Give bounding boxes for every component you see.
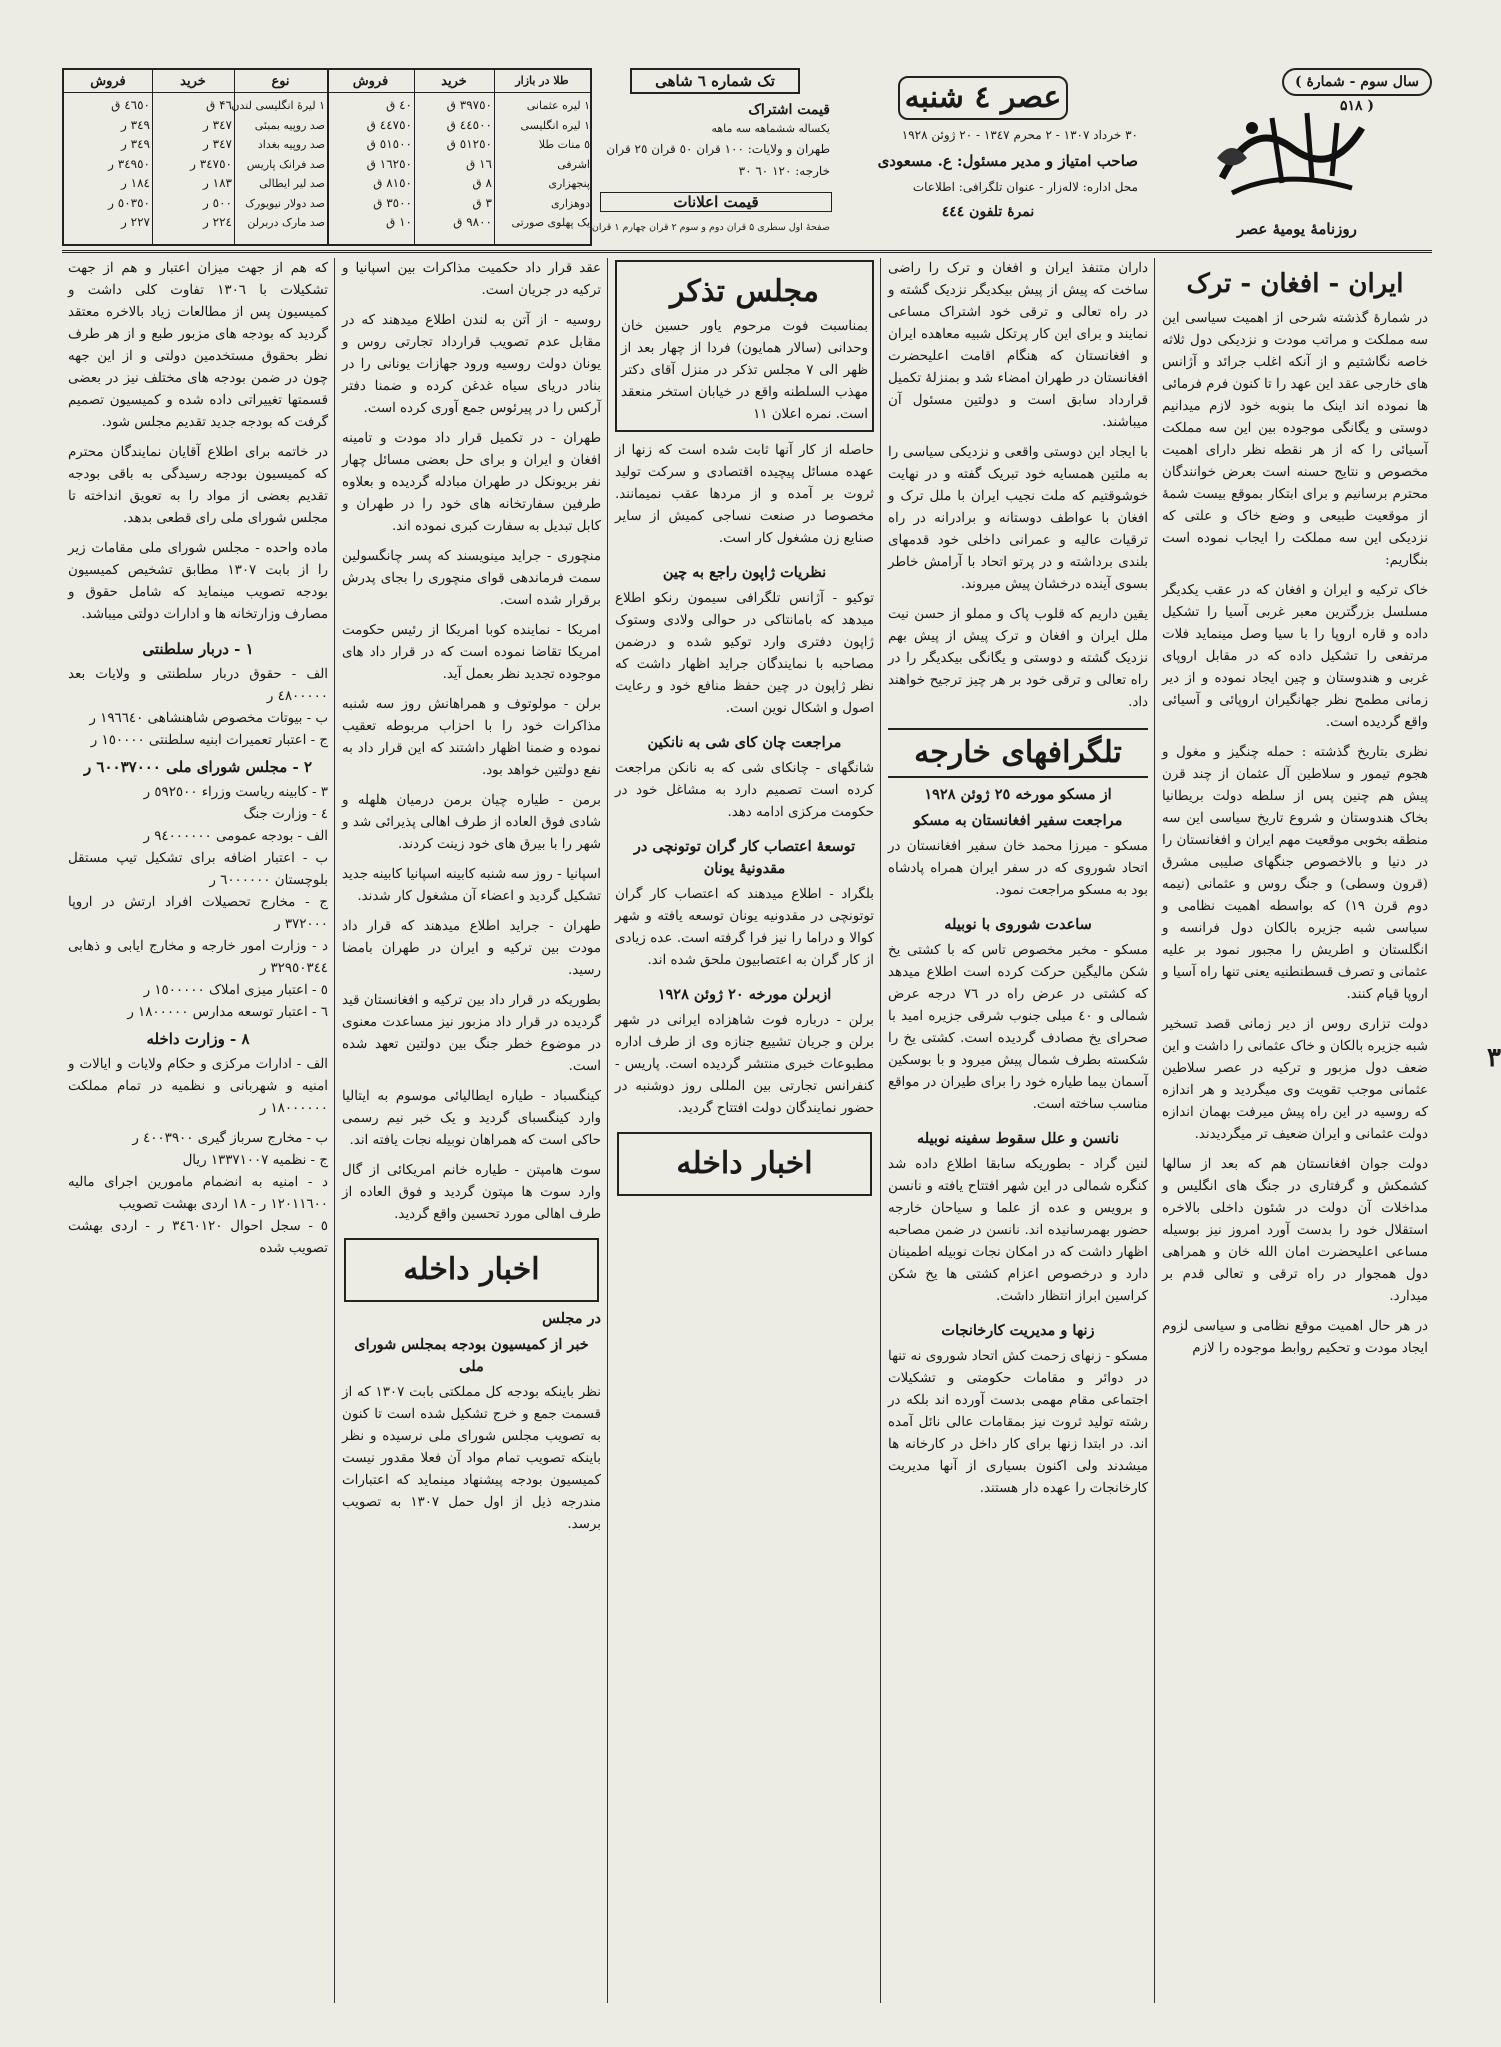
paragraph: در هر حال اهمیت موقع نظامی و سیاسی لزوم ایجاد مودت و تحکیم روابط موجوده را لازم (1162, 1319, 1428, 1356)
budget-item: د - امنیه به انضمام مامورین اجرای مالیه ۱۲٠۱۱٦٠٠ ر - ۱۸ اردی بهشت تصویب (68, 1175, 328, 1212)
telegram-heading: نانسن و علل سقوط سفینه نوبیله (916, 1130, 1120, 1147)
paragraph-gap (342, 420, 601, 428)
paragraph: روسیه - از آتن به لندن اطلاع میدهند که در مقابل عدم تصویب قرارداد تجارتی روس و یونان دولت روسیه ورود جهازات یونانی را در بنادر دریای سیاه غدغن کرده و ضمنا دفتر آرکس را در پیرئوس جمع آوری کرده است. (342, 313, 601, 416)
type-header: نوع (271, 74, 290, 89)
in-majlis-label: در مجلس (542, 1310, 601, 1327)
price-cell: ٥۱٥٠٠ ق (366, 137, 412, 151)
memorial-text: بمناسبت فوت مرحوم یاور حسین خان وحدانی (سالار همایون) فردا از چهار بعد از ظهر الی ۷ مجلس تذکر در منزل آقای دکتر مهذب السلطنه واقع در خیابان استخر منعقد است. نمره اعلان ۱۱ (621, 319, 868, 422)
subscription-tehran: طهران و ولایات: ۱۰۰ قران ٥٠ قران ۲٥ قران (606, 142, 830, 156)
paragraph-gap (68, 434, 328, 442)
paragraph-gap (615, 1120, 874, 1128)
paragraph-gap (68, 626, 328, 634)
price-cell: ۱ لیرهٔ انگلیسی لندن (231, 99, 325, 112)
office-line: محل اداره: لاله‌زار - عنوان تلگرافی: اطلاعات (912, 180, 1138, 194)
news-text: بلگراد - اطلاع میدهند که اعتصاب کار گران توتونچی در مقدونیه یونان توسعه یافته و شهر کوالا و دراما را نیز فرا گرفته است. عده زیادی از کار گران به اعتصابیون ملحق شده اند. (615, 887, 874, 968)
paragraph-gap (1162, 1360, 1428, 1368)
paragraph-gap (342, 538, 601, 546)
gold-type-header: طلا در بازار (515, 74, 569, 87)
column-4 (342, 258, 601, 2003)
paragraph: حاصله از کار آنها ثابت شده است که زنها از عهده مسائل پیچیده اقتصادی و سرکت تولید ثروت بر آمده و از مردها عقب نمیمانند. مخصوصا در صنعت نساجی کمیش از سایر صنایع زن مشغول کار است. (615, 443, 874, 546)
news-body (342, 258, 601, 1234)
price-cell: ۲۲٧ ر (121, 215, 150, 229)
price-cell: ۳٤٩ ر (121, 137, 150, 151)
gold-sell-column (330, 96, 412, 233)
paragraph: بطوریکه در قرار داد بین ترکیه و افغانستان قید گردیده در قرار داد مزبور نیز مساعدت معنوی در موضوع خطر جنگ بین دولتین تعهد شده است. (342, 993, 601, 1074)
budget-item: ۱ - دربار سلطنتی (142, 640, 254, 658)
budget-item: ج - مخارج تحصیلات افراد ارتش در اروپا ۳٧۲٠٠٠ ر (68, 895, 328, 932)
budget-item: ب - مخارج سرباز گیری ٤٠٠۳٩٠٠ ر (132, 1131, 328, 1146)
price-cell: ۳ ق (472, 195, 492, 210)
paragraph: عقد قرار داد حکمیت مذاکرات بین اسپانیا و ترکیه در جریان است. (342, 261, 601, 298)
paragraph: طهران - جراید اطلاع میدهند که قرار داد مودت بین ترکیه و ایران در طهران بامضا رسید. (342, 919, 601, 978)
price-cell: ۱٦۲٥٠ ق (366, 156, 412, 171)
title-box (838, 68, 1140, 246)
budget-list (68, 258, 328, 1260)
telegrams-list (888, 784, 1148, 1508)
paragraph-gap (342, 856, 601, 864)
paragraph: نظری بتاریخ گذشته : حمله چنگیز و مغول و هجوم تیمور و سلاطین آل عثمان از چند قرن پیش هم چنین پس از سلطه دولت بریطانیا بخاک هندوستان و شروع تاریخ سیاسی این سه منطقه بخوبی موقعیت مهم ایران و افغانستان را در دنیا و بالاخصوص جنگهای صلیبی مشرق (قرون وسطی) و جنگ روس و عثمانی (نیمه دوم قرن ۱۹) که بواسطه اهمیت نظامی و سیاسی شبه جزیره بالکان دول فرانسه و انگلستان و اطریش را مجبور نمود بر علیه عثمانی و تصرف قسطنطنیه یعنی تنها راه آسیا و اروپا قیام کنند. (1162, 745, 1428, 1002)
buy-header: خرید (180, 74, 206, 89)
price-cell: ۳٤٧ ر (203, 117, 232, 132)
article-continuation (888, 258, 1148, 722)
masthead (62, 58, 1432, 253)
price-cell: ۲۲٤ ر (203, 215, 232, 229)
paragraph-gap (342, 1152, 601, 1160)
ads-rates: صفحهٔ اول سطری ۵ قران دوم و سوم ۲ قران چهارم ۱ قران (591, 222, 830, 233)
price-cell: ۸۱٥٠ ق (373, 176, 412, 190)
paragraph: طهران - در تکمیل قرار داد مودت و تامینه افغان و ایران و برای حل بعضی مسائل چهار نفر بریونکل در طهران مبادله گردیده و بعلاوه طرفین سفارتخانه های خود را در طهران و کابل تبدیل به سفارت کبری نموده اند. (342, 431, 601, 534)
margin-mark: ۳ (1487, 1043, 1501, 1073)
price-cell: یک پهلوی صورتی (511, 216, 590, 229)
price-cell: ۸ ق (472, 176, 492, 190)
price-cell: ۳۹٧٥٠ ق (446, 98, 492, 112)
price-cell: ۱ لیره انگلیسی (520, 118, 590, 132)
price-cell: ۴٦ ق (205, 98, 232, 112)
paragraph-gap (615, 824, 874, 832)
currency-buy-column (154, 96, 232, 233)
budget-item: ۲ - مجلس شورای ملی ٦٠٠۳۷٠٠٠ ر (83, 758, 313, 776)
telegram-subheading: مراجعت سفیر افغانستان به مسکو (913, 812, 1123, 829)
paragraph-gap (615, 720, 874, 728)
paragraph-gap (888, 1500, 1148, 1508)
paragraph-gap (615, 550, 874, 558)
subscription-box (591, 68, 830, 246)
budget-item: الف - ادارات مرکزی و حکام ولایات و ایالات و امنیه و شهربانی و نظمیه در تمام مملکت ۱٨٠٠٠٠٠٠ ر (68, 1057, 328, 1116)
budget-item: ۳ - کابینه ریاست وزراء ٥۹۲٥٠٠ ر (143, 785, 328, 800)
newspaper-page (62, 58, 1501, 2008)
telegram-text: مسکو - میرزا محمد خان سفیر افغانستان در اتحاد شوروی که در سفر ایران همراه پادشاه بود به مسکو مراجعت نمود. (888, 839, 1148, 898)
price-cell: ۱٦ ق (465, 156, 492, 171)
budget-item: که هم از جهت میزان اعتبار و هم از جهت تشکیلات با ۱۳۰٦ تفاوت کلی داشت و کمیسیون پس از مطالعات زیاد بالاخره معتقد گردید که بودجه های مزبور طبع و از هر طرف نظر بحقوق مستخدمین دولتی و از این جهه چون در ضمن بودجه های مختلف نیز در بعضی قسمتها تغییراتی داده شده و کمیسیون تصمیم گرفت که بودجه جدید تقدیم مجلس شود. (68, 261, 328, 430)
paragraph: سوت هامپتن - طیاره خانم امریکائی از گال وارد سوت ها مپتون گردید و فوق العاده از طرف اهالی مورد تحسین واقع گردید. (342, 1163, 601, 1222)
brand-block (1152, 68, 1432, 246)
budget-item: د - وزارت امور خارجه و مخارج ایابی و ذهابی ۳۲٩٥٠۳٤٤ ر (68, 939, 328, 976)
paragraph-gap (342, 302, 601, 310)
memorial-heading: مجلس تذکر (670, 274, 819, 309)
price-cell: ٤٦٥٠ ق (111, 98, 150, 112)
paragraph-gap (342, 686, 601, 694)
paragraph: برلن - مولوتوف و همراهانش روز سه شنبه مذاکرات خود را با احزاب مربوطه تعقیب نموده و ضمنا اظهار داشتند که این قرار داد به نفع دولتین خواهد بود. (342, 697, 601, 778)
column-3 (615, 258, 874, 2003)
price-cell: ٤٤٥٠٠ ق (446, 117, 492, 132)
memorial-notice (615, 260, 874, 432)
paragraph: اسپانیا - روز سه شنبه کابینه اسپانیا کابینه جدید تشکیل گردید و اعضاء آن مشغول کار شدند. (342, 867, 601, 904)
budget-item: ماده واحده - مجلس شورای ملی مقامات زیر را از بابت ۱۳۰۷ مطابق تشخیص کمیسیون بودجه تصویب مینماید که شامل حقوق و مصارف وزارتخانه ها و ادارات دولتی میباشد. (68, 541, 329, 622)
price-cell: ۳٤٧٥٠ ر (190, 156, 232, 171)
budget-item: ج - نظمیه ۱۳۳٧۱٠٠٧ ریال (182, 1153, 328, 1168)
single-copy-price: تک شماره ٦ شاهی (630, 68, 800, 94)
price-cell: دوهزاری (550, 196, 590, 210)
budget-item: ٥ - اعتبار میزی املاک ۱٥٠٠٠٠٠ ر (143, 983, 328, 998)
subscription-title: قیمت اشتراک (748, 102, 830, 118)
paragraph-gap (888, 1308, 1148, 1316)
domestic-news-heading: اخبار داخله (617, 1132, 872, 1196)
news-heading: مراجعت چان کای شی به نانکین (647, 734, 842, 751)
paragraph-gap (1162, 1308, 1428, 1316)
gold-buy-header: خرید (441, 74, 467, 89)
price-cell: ۳٥٠٠ ق (373, 195, 412, 210)
price-cell: ۱۸۳ ر (203, 176, 232, 190)
price-cell: پنجهزاری (548, 177, 590, 190)
date-line: ۳۰ خرداد ۱۳۰۷ - ۲ محرم ۱۳٤۷ - ۲۰ ژوئن ۱۹۲۸ (901, 128, 1138, 142)
paragraph: یقین داریم که قلوب پاک و مملو از حسن نیت ملل ایران و افغان و ترک پیش از پیش بهم نزدیک گشته و دوستی و یگانگی بیکدیگر را در راه تعالی و ترقی خود بر هر چیز ترجیح خواهند داد. (888, 607, 1148, 710)
gold-name-column (496, 96, 590, 233)
budget-item: ب - اعتبار اضافه برای تشکیل تیپ مستقل بلوچستان ٦٠٠٠٠٠٠ ر (68, 851, 328, 888)
price-cell: صد روپیه بغداد (257, 138, 325, 151)
telegram-text: مسکو - زنهای زحمت کش اتحاد شوروی نه تنها در دوائر و مقامات حکومتی و تشکیلات اجتماعی مقام مهمی بدست آورده اند بلکه در رشته تولید ثروت نیز بمقامات عالی نائل آمده اند. در ابتدا زنها برای کار داخل در کارخانه ها میشدند ولی اکنون بسیاری از آنها مدیریت کارخانجات را عهده دار هستند. (888, 1349, 1148, 1496)
news-heading: نظریات ژاپون راجع به چین (662, 564, 827, 581)
budget-item: در خاتمه برای اطلاع آقایان نمایندگان محترم که کمیسیون بودجه رسیدگی به باقی بودجه تقدیم بعضی از مواد را به تعویق انداخته تا مجلس شورای ملی رای قطعی بدهد. (68, 445, 328, 526)
paragraph-gap (68, 530, 328, 538)
domestic-news-heading: اخبار داخله (344, 1238, 599, 1302)
price-cell: ۹۸٠٠ ق (453, 215, 492, 229)
price-cell: ۱ لیره عثمانی (526, 99, 590, 112)
price-cell: صد دولار نیویورک (245, 196, 325, 210)
news-text: شانگهای - چانکای شی که به نانکن مراجعت کرده است تصمیم دارد به مشاغل خود در حکومت مرکزی ادامه دهد. (615, 761, 874, 820)
price-cell: صد مارک دربرلن (247, 216, 325, 229)
paragraph-gap (888, 714, 1148, 722)
paragraph-gap (1162, 1006, 1428, 1014)
budget-item: ٦ - اعتبار توسعه مدارس ۱٨٠٠٠٠٠ ر (127, 1005, 328, 1020)
telegram-text: لنین گراد - بطوریکه سابقا اطلاع داده شد کنگره شمالی در این شهر افتتاح یافته و نانسن و برویس و عده از علما و سیاحان خارجه حضور بهمرسانیده اند. نانسن در ضمن مصاحبه اظهار داشت که در امکان نجات نوبیله اطمینان دارد و درخصوص اعزام کشتی ها یخ شکن کراسین ابراز انتظار داشت. (888, 1157, 1148, 1304)
paragraph-gap (888, 1116, 1148, 1124)
price-cell: ٥٠۳٥٠ ر (108, 195, 150, 210)
paragraph: داران متنفذ ایران و افغان و ترک را راضی ساخت که پیش از پیش بیکدیگر نزدیک گشته و در راه تعالی و ترقی خود اشتراک مساعی نمایند و برای این کار پرتکل شبیه معاهده ایران و افغانستان که هنگام اقامت اعلیحضرت افغانستان در طهران امضاء شد و بمنزلهٔ تکمیل قرارداد سابق است و دولتین مسئول آن میباشند. (888, 261, 1148, 430)
news-sections (615, 562, 874, 1196)
price-cell: ٤٠ ق (385, 98, 412, 112)
price-cell: صد لیر ایطالی (259, 177, 325, 190)
budget-item: الف - حقوق دربار سلطنتی و ولایات بعد ٤٨٠٠٠٠٠ ر (68, 667, 328, 704)
paragraph-gap (342, 908, 601, 916)
telegram-heading: زنها و مدیریت کارخانجات (941, 1322, 1095, 1339)
paragraph-gap (342, 982, 601, 990)
price-cell: صد روپیه بمبئی (254, 118, 325, 132)
foreign-telegrams-heading: تلگرافهای خارجه (888, 728, 1148, 778)
paragraph-gap (342, 612, 601, 620)
price-cell: ۱٠ ق (385, 215, 412, 229)
budget-item: ٥ - سجل احوال ۳٤٦٠۱۲٠ ر - اردی بهشت تصویب شده (68, 1219, 328, 1256)
column-5 (68, 258, 328, 2003)
paragraph-gap (1162, 1146, 1428, 1154)
news-heading: توسعهٔ اعتصاب کار گران توتونچی در مقدونیهٔ یونان (633, 838, 856, 877)
paragraph-gap (1162, 572, 1428, 580)
price-cell: ٤٤٧٥٠ ق (366, 117, 412, 132)
paragraph: کینگسباد - طیاره ایطالیائی موسوم به ایتالیا وارد کینگسبای گردید و یک خبر نیم رسمی حاکی است که همراهان نوبیله نجات یافته اند. (342, 1089, 601, 1148)
article-headline: ایران - افغان - ترک (1186, 269, 1404, 299)
currency-sell-column (66, 96, 150, 233)
owner-line: صاحب امتیاز و مدیر مسئول: ع. مسعودی (877, 152, 1138, 170)
telegram-heading: از مسکو مورخه ۲٥ ژوئن ۱۹۲۸ (924, 786, 1112, 803)
brand-name (1222, 128, 1362, 163)
column-2 (888, 258, 1148, 2003)
price-cell: صد فرانک پاریس (246, 157, 325, 171)
gold-sell-header: فروش (352, 74, 389, 89)
paragraph: دولت جوان افغانستان هم که بعد از سالها کشمکش و گرفتاری در جنگ های انگلیس و مداخلات آن دولت در شئون داخلی بالاخره استقلال خود را بدست آورد امروز نیز بوسیله مساعی اعلیحضرت امان الله خان و همراهی دول همجوار در راه ترقی و تعالی قدم بر میدارد. (1162, 1157, 1428, 1304)
price-cell: ۳٤٩ ر (121, 117, 150, 132)
paragraph-gap (342, 1078, 601, 1086)
price-cell: ۳٤٧ ر (203, 137, 232, 151)
paragraph-gap (888, 596, 1148, 604)
budget-text: نظر باینکه بودجه کل مملکتی بابت ۱۳۰۷ که از قسمت جمع و خرج تشکیل شده است تا کنون به تصویب مجلس شورای ملی نرسیده و نظر باینکه تصویب تمام مواد آن فعلا مقدور نیست کمیسیون بودجه پیشنهاد مینماید که اعتبارات مندرجه ذیل از اول حمل ۱۳۰۷ به تصویب برسد. (342, 1385, 601, 1532)
budget-item: ج - اعتبار تعمیرات ابنیه سلطنتی ۱٥٠٠٠٠ ر (90, 733, 328, 748)
paragraph-gap (68, 1120, 328, 1128)
news-heading: ازبرلن مورخه ۲۰ ژوئن ۱۹۲۸ (657, 986, 832, 1003)
paragraph: در شمارهٔ گذشته شرحی از اهمیت سیاسی این سه مملکت و مراتب مودت و نزدیکی دول ثلاثه خاصه نگاشتیم و از آنکه اغلب جرائد و آژانس های خارجی عقد این عهد را تا کنون فرم فرمائی ها نموده اند اینک ما بنوبه خود لازم میدانیم دوستی و یگانگی موجوده بین این سه مملکت آسیائی را که از هر نقطه نظر دارای اهمیت مخصوص و نتایج حسنه است بعرض خوانندگان محترم برسانیم و برای ابتکار بموقع بیست شمهٔ از موقعیت طبیعی و وضع خاک و علتی که نزدیکی این سه مملکت را ایجاب نموده است بنگاریم: (1162, 311, 1428, 568)
telegram-text: مسکو - مخبر مخصوص تاس که با کشتی یخ شکن مالیگین حرکت کرده است اطلاع میدهد که کشتی در عرض راه در ۷٦ درجه عرض شمالی و ٤٠ میلی جنوب شرقی جزیره امید با صحرای یخ مصادف گردیده است. کشتی یخ را شکسته بطرف شمال پیش میرود و با بوسکین آسمان بیما طیاره خود را برای طیران در مواقع مناسب ساخته است. (888, 943, 1149, 1112)
subscription-foreign: خارجه: ۱۲۰ ٦٠ ۳٠ (738, 164, 830, 178)
price-cell: ٥٠٠ ر (203, 195, 232, 210)
news-text: توکیو - آژانس تلگرافی سیمون رنکو اطلاع میدهد که بامانتاکی در حوالی ولادی وستوک ژاپون دفتری وارد توکیو شده و درضمن مصاحبه با نمایندگان جراید اظهار داشت که نظر ژاپون در چین حفظ منافع خود و رعایت اصول و اشکال نوین است. (615, 591, 874, 716)
paragraph: امریکا - نماینده کوبا امریکا از رئیس حکومت امریکا تقاضا نموده است که در قرار داد های موجوده تجدید نظر بعمل آید. (342, 623, 601, 682)
paragraph: برمن - طیاره چیان برمن درمیان هلهله و شادی فوق العاده از طرف اهالی پذیرائی شد و شهر را با بیرق های خود زینت کردند. (342, 793, 601, 852)
paragraph-gap (342, 782, 601, 790)
column-1 (1162, 258, 1428, 2003)
budget-item: ٤ - وزارت جنگ (243, 807, 328, 822)
phone-line: نمرهٔ تلفون ٤٤٤ (941, 204, 1035, 220)
paragraph-gap (342, 1226, 601, 1234)
currency-name-column (231, 96, 325, 233)
sell-header: فروش (90, 74, 126, 89)
budget-item: الف - بودجه عمومی ٩٤٠٠٠٠٠٠ ر (143, 829, 328, 844)
telegram-heading: ساعدت شوروی با نوبیله (944, 916, 1092, 933)
price-cell: ٥۱۲٥٠ ق (446, 137, 492, 151)
exchange-rates-table (62, 68, 592, 246)
subscription-header: یکساله ششماهه سه ماهه (711, 122, 830, 135)
daily-label: روزنامهٔ یومیهٔ عصر (1237, 220, 1357, 238)
article-body (1162, 308, 1428, 1368)
issue-number: ( سال سوم - شمارهٔ ۵۱۸ ) (1282, 68, 1432, 96)
paragraph-gap (888, 902, 1148, 910)
budget-item: ۸ - وزارت داخله (146, 1030, 250, 1048)
price-cell: ٥ منات طلا (538, 138, 590, 151)
news-text: برلن - درباره فوت شاهزاده ایرانی در شهر برلن و جریان تشییع جنازه وی از طرف اداره مطبوعات خبری منتشر گردیده است. پاریس - کنفرانس تجارتی بین المللی روز دوشنبه در حضور نمایندگان دولت افتتاح گردید. (615, 1013, 874, 1116)
ads-title: قیمت اعلانات (600, 192, 832, 212)
price-cell: اشرفی (557, 157, 590, 171)
paragraph-gap (615, 972, 874, 980)
price-cell: ۳٤٩٥٠ ر (108, 156, 150, 171)
paragraph: منچوری - جراید مینویسند که پسر چانگسولین سمت فرماندهی قوای منچوری را بجای پدرش برقرار شده است. (342, 549, 601, 608)
gold-buy-column (416, 96, 492, 233)
news-body (615, 440, 874, 558)
paragraph: خاک ترکیه و ایران و افغان که در عقب یکدیگر مسلسل بزرگترین معبر غربی آسیا را تشکیل داده و قاره اروپا را با سیا وصل مینماید فلات مرتفعی را تشکیل داده که در مقابل اروپای غربی و هندوستان و چین ایجاد نموده و از دیر زمانی مطمح نظر جهانگیران اروپائی و آسیائی واقع گردیده است. (1162, 583, 1428, 730)
paragraph-gap (1162, 734, 1428, 742)
edition-title: عصر ٤ شنبه (898, 76, 1068, 120)
paragraph: دولت تزاری روس از دیر زمانی قصد تسخیر شبه جزیره بالکان و خاک عثمانی را داشت و این ضعف دول مزبور و ترکیه در عصر سلاطین عثمانی موجب تقویت وی میگردید و هر اندازه که روسیه در این راه پیش میرفت بهمان اندازه دولت عثمانی و ایران ضعیف تر میگردیدند. (1162, 1017, 1428, 1142)
budget-item: ب - بیوتات مخصوص شاهنشاهی ۱۹٦٦٤٠ ر (89, 711, 328, 726)
paragraph: با ایجاد این دوستی واقعی و نزدیکی سیاسی را به ملتین همسایه خود تبریک گفته و در نهایت خوشوقتیم که ملت نجیب ایران با ملل ترک و افغان با عواطف دوستانه و برادرانه در راه ترقیات عالیه و عمرانی داخلی خود قدمهای بلندی برداشته و در پرتو اتحاد با آرامش خاطر بسوی آینده درخشان پیش میروند. (888, 445, 1148, 592)
budget-heading: خبر از کمیسیون بودجه بمجلس شورای ملی (354, 1336, 589, 1375)
price-cell: ۱۸٤ ر (121, 176, 150, 190)
paragraph-gap (888, 434, 1148, 442)
